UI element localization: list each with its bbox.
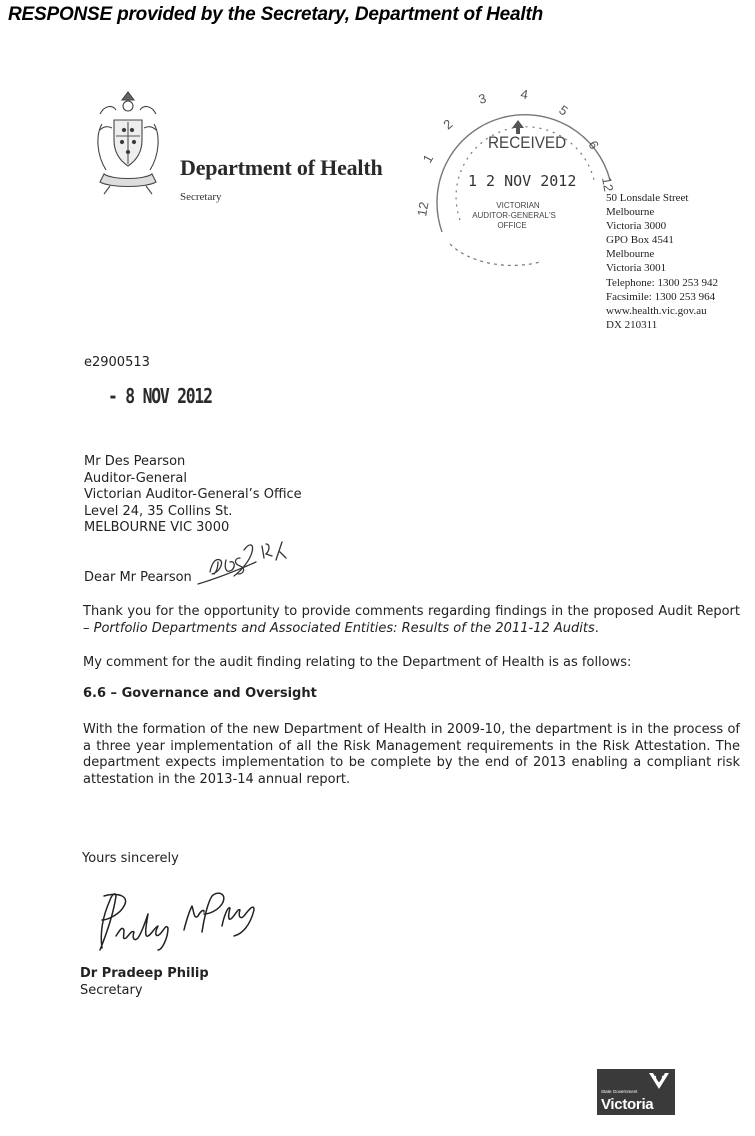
stamp-dial-number: 3 bbox=[476, 90, 488, 107]
handwritten-signature bbox=[86, 886, 266, 958]
recipient-line: Auditor-General bbox=[84, 470, 187, 486]
recipient-address bbox=[84, 454, 302, 537]
stamp-dial-number: 2 bbox=[440, 116, 456, 133]
address-line: Victoria 3001 bbox=[606, 262, 667, 275]
paragraph-intro-lead: Thank you for the opportunity to provide comments regarding findings in the proposed Audit Report – bbox=[83, 604, 740, 636]
stamp-office-line: VICTORIAN bbox=[496, 201, 540, 210]
stamp-dial-number: 12 bbox=[599, 175, 617, 193]
department-subtitle: Secretary bbox=[180, 191, 222, 203]
address-line: DX 210311 bbox=[606, 318, 658, 331]
stamp-dial-number: 4 bbox=[519, 86, 530, 103]
stamp-office-line: OFFICE bbox=[497, 221, 527, 230]
stamp-received-label: RECEIVED bbox=[488, 133, 567, 153]
address-line: Melbourne bbox=[606, 206, 655, 219]
stamp-dial-number: 12 bbox=[414, 200, 432, 218]
department-address bbox=[606, 191, 718, 332]
paragraph-intro bbox=[83, 604, 740, 637]
recipient-line: Level 24, 35 Collins St. bbox=[84, 503, 233, 519]
paragraph-comment: My comment for the audit finding relating to the Department of Health is as follows: bbox=[83, 655, 632, 670]
report-title: Portfolio Departments and Associated Entities: Results of the 2011-12 Audits bbox=[93, 620, 595, 636]
recipient-line: Victorian Auditor-General’s Office bbox=[84, 487, 302, 503]
address-line: Facsimile: 1300 253 964 bbox=[606, 290, 716, 303]
page-banner: RESPONSE provided by the Secretary, Department of Health bbox=[8, 4, 544, 25]
stamp-date: 1 2 NOV 2012 bbox=[468, 172, 577, 190]
address-line: Melbourne bbox=[606, 248, 655, 261]
salutation: Dear Mr Pearson bbox=[84, 570, 192, 585]
letter-date-stamp: - 8 NOV 2012 bbox=[108, 384, 212, 408]
stamp-dial-number: 1 bbox=[419, 151, 437, 166]
signer-title: Secretary bbox=[80, 983, 143, 998]
paragraph-intro-tail: . bbox=[594, 620, 599, 636]
closing: Yours sincerely bbox=[82, 851, 179, 866]
address-line: www.health.vic.gov.au bbox=[606, 304, 707, 317]
signer-name: Dr Pradeep Philip bbox=[80, 966, 209, 981]
coat-of-arms-icon bbox=[92, 90, 164, 196]
recipient-line: MELBOURNE VIC 3000 bbox=[84, 520, 230, 536]
department-name: Department of Health bbox=[180, 155, 383, 180]
paragraph-governance: With the formation of the new Department of Health in 2009-10, the department is in the process of a three year implementation of all the Risk Management requirements in the Risk Attestation. The department expects implementation to be complete by the end of 2013 enabling a compliant risk attestation in the 2013-14 annual report. bbox=[83, 722, 740, 787]
stamp-dial-number: 6 bbox=[585, 138, 603, 152]
reference-number: e2900513 bbox=[84, 355, 150, 370]
recipient-line: Mr Des Pearson bbox=[84, 454, 186, 469]
address-line: 50 Lonsdale Street bbox=[606, 192, 689, 204]
stamp-office-line: AUDITOR-GENERAL'S bbox=[472, 211, 556, 220]
received-stamp bbox=[414, 82, 620, 272]
address-line: GPO Box 4541 bbox=[606, 234, 674, 247]
address-line: Victoria 3000 bbox=[606, 220, 667, 233]
victoria-logo-small-text: State Government bbox=[601, 1089, 638, 1094]
address-line: Telephone: 1300 253 942 bbox=[606, 276, 718, 289]
stamp-dial-number: 5 bbox=[556, 102, 571, 119]
victoria-logo-word: Victoria bbox=[601, 1096, 654, 1113]
section-heading: 6.6 – Governance and Oversight bbox=[83, 686, 317, 701]
handwritten-initials bbox=[196, 540, 306, 590]
